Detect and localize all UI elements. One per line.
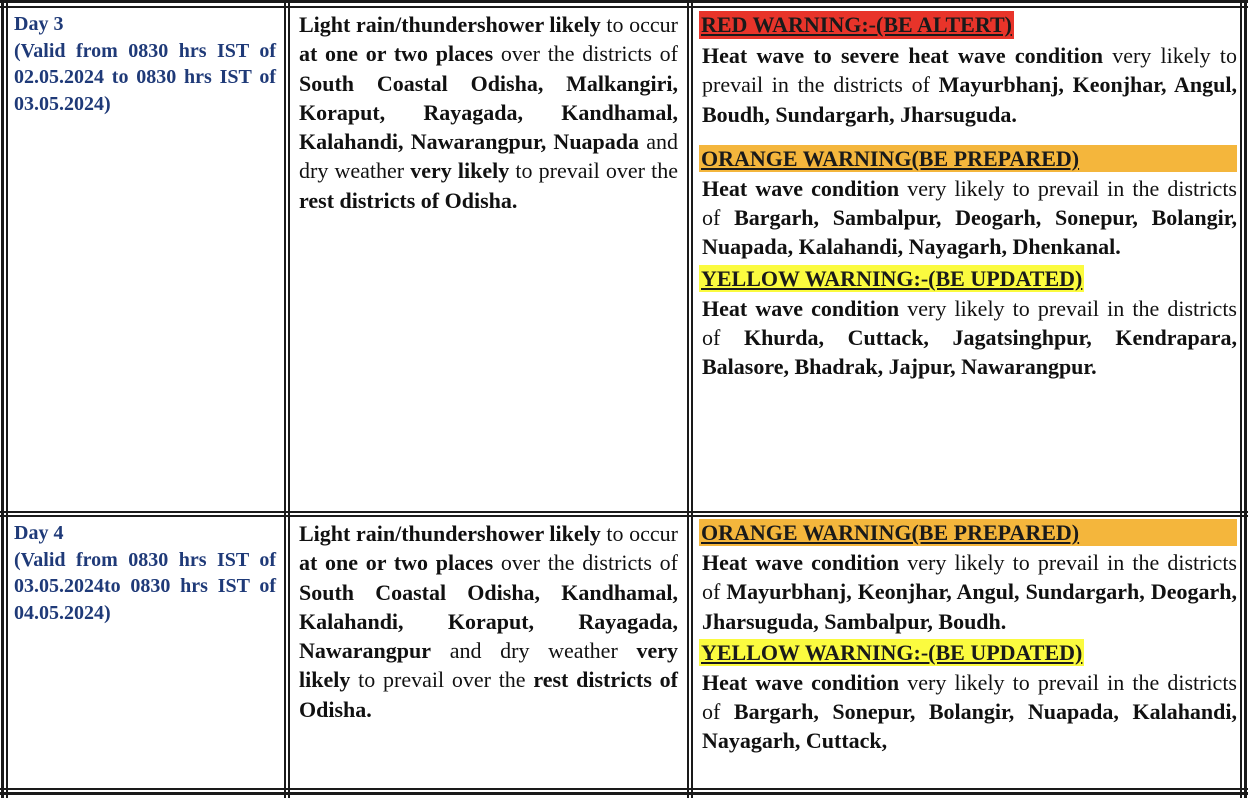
day3-red-lead: Heat wave to severe heat wave condition: [702, 43, 1103, 68]
day4-label: Day 4: [14, 522, 64, 544]
day3-orange-mid: very likely to prevail in the districts of: [702, 175, 1237, 231]
day4-rain-p3: at one or two places: [299, 550, 494, 576]
top-border-inner: [0, 6, 1248, 8]
day4-rain-forecast: [299, 519, 678, 724]
day4-rain-p9: rest districts of Odisha.: [299, 667, 678, 722]
day3-yellow-mid: very likely to prevail in the districts of: [702, 295, 1237, 351]
day3-rain-districts: South Coastal Odisha, Malkangiri, Koraput, Rayagada, Kandhamal, Kalahandi, Nawarangpur, Nuapada: [299, 70, 678, 155]
day3-rain-p1: Light rain/thundershower likely: [299, 12, 601, 37]
day3-rain-p3: at one or two places: [299, 41, 494, 67]
day3-orange-lead: Heat wave condition: [702, 175, 900, 201]
red-warning-badge: RED WARNING:-(BE ALTERT): [701, 12, 1012, 37]
day3-orange-warning-text: [699, 174, 1237, 262]
row-divider-inner: [0, 515, 1248, 517]
bottom-border-inner: [0, 792, 1248, 795]
row-divider: [0, 511, 1248, 513]
day3-yellow-districts: Khurda, Cuttack, Jagatsinghpur, Kendrapara, Balasore, Bhadrak, Jajpur, Nawarangpur.: [702, 325, 1237, 380]
day4-rain-districts: South Coastal Odisha, Kandhamal, Kalahandi, Koraput, Rayagada, Nawarangpur: [299, 579, 678, 664]
day4-rain-p6: and dry weather: [431, 638, 637, 664]
col-divider-2-inner: [691, 0, 693, 798]
day4-orange-mid: very likely to prevail in the districts of: [702, 550, 1237, 605]
day3-orange-districts: Bargarh, Sambalpur, Deogarh, Sonepur, Bolangir, Nuapada, Kalahandi, Nayagarh, Dhenkanal.: [702, 205, 1238, 260]
day3-rain-p7: very likely: [410, 158, 510, 184]
day3-warnings: [699, 10, 1237, 382]
bottom-border: [0, 788, 1248, 790]
day3-validity: (Valid from 0830 hrs IST of 02.05.2024 to 0830 hrs IST of 03.05.2024): [14, 39, 276, 115]
day3-rain-p4: over the districts of: [493, 41, 678, 67]
left-border: [1, 0, 4, 798]
yellow-warning-badge: YELLOW WARNING:-(BE UPDATED): [701, 265, 1083, 291]
day3-date-cell: [14, 11, 276, 117]
day4-warnings: [699, 519, 1237, 787]
day4-rain-p1: Light rain/thundershower likely: [299, 521, 601, 546]
orange-warning-badge: ORANGE WARNING(BE PREPARED): [699, 519, 1237, 546]
day3-yellow-lead: Heat wave condition: [702, 295, 900, 321]
day3-yellow-warning-text: [699, 294, 1237, 382]
day4-yellow-warning: [699, 638, 1237, 756]
orange-warning-badge: ORANGE WARNING(BE PREPARED): [699, 145, 1237, 172]
day3-rain-forecast: [299, 10, 678, 215]
day4-orange-warning-text: [699, 548, 1237, 636]
day4-rain-p4: over the districts of: [493, 550, 678, 576]
left-border-inner: [6, 0, 8, 798]
day4-date-cell: [14, 520, 276, 626]
col-divider-2: [687, 0, 689, 798]
day4-orange-districts: Mayurbhanj, Keonjhar, Angul, Sundargarh, Deogarh, Jharsuguda, Sambalpur, Boudh.: [702, 579, 1237, 634]
day4-yellow-districts: Bargarh, Sonepur, Bolangir, Nuapada, Kalahandi, Nayagarh, Cuttack,: [702, 699, 1237, 754]
day4-rain-p2: to occur: [600, 521, 678, 546]
day3-rain-p6: and dry weather: [299, 129, 678, 184]
day3-rain-p9: rest districts of Odisha.: [299, 187, 518, 213]
right-border: [1240, 0, 1242, 798]
day3-yellow-warning: [699, 264, 1237, 382]
day3-red-warning-text: [699, 41, 1237, 129]
day4-yellow-mid: very likely to prevail in the districts of: [702, 669, 1237, 725]
day4-rain-p7: very likely: [299, 638, 678, 693]
right-border-inner: [1244, 0, 1247, 798]
day3-orange-warning: [699, 145, 1237, 262]
day3-rain-p8: to prevail over the: [509, 158, 678, 184]
day4-rain-p8: to prevail over the: [350, 667, 534, 693]
top-border: [0, 0, 1248, 3]
day4-validity: (Valid from 0830 hrs IST of 03.05.2024to 0830 hrs IST of 04.05.2024): [14, 548, 276, 624]
day4-orange-lead: Heat wave condition: [702, 550, 900, 575]
day4-orange-warning: [699, 519, 1237, 636]
col-divider-1-inner: [288, 0, 290, 798]
day3-red-districts: Mayurbhanj, Keonjhar, Angul, Boudh, Sundargarh, Jharsuguda.: [702, 72, 1237, 127]
day3-red-mid: very likely to prevail in the districts of: [702, 43, 1238, 98]
day3-rain-p2: to occur: [600, 12, 678, 37]
day3-label: Day 3: [14, 13, 64, 35]
col-divider-1: [284, 0, 286, 798]
yellow-warning-badge: YELLOW WARNING:-(BE UPDATED): [701, 639, 1083, 665]
day4-yellow-lead: Heat wave condition: [702, 669, 900, 695]
day4-yellow-warning-text: [699, 668, 1237, 756]
day3-red-warning: [699, 10, 1237, 129]
